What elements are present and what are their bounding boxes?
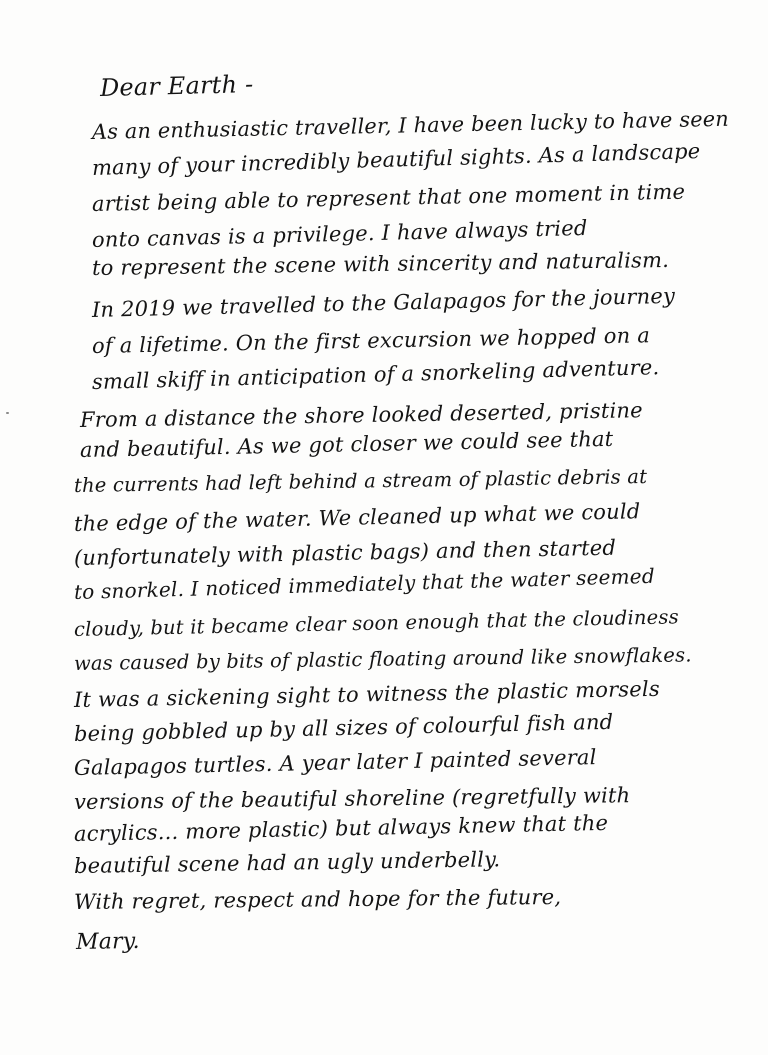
letter-line: beautiful scene had an ugly underbelly. bbox=[73, 847, 501, 878]
paper-speck bbox=[6, 412, 9, 414]
letter-line: (unfortunately with plastic bags) and then started bbox=[73, 535, 617, 570]
letter-line: to represent the scene with sincerity and naturalism. bbox=[91, 247, 670, 280]
letter-line: artist being able to represent that one moment in time bbox=[91, 179, 686, 216]
letter-line: being gobbled up by all sizes of colourful fish and bbox=[73, 709, 614, 746]
letter-line: many of your incredibly beautiful sights. As a landscape bbox=[91, 139, 701, 180]
letter-line: onto canvas is a privilege. I have always tried bbox=[91, 215, 588, 252]
letter-line: of a lifetime. On the first excursion we hopped on a bbox=[91, 323, 651, 358]
letter-line: cloudy, but it became clear soon enough that the cloudiness bbox=[73, 605, 680, 641]
letter-line: acrylics... more plastic) but always knew that the bbox=[73, 810, 609, 846]
letter-line: It was a sickening sight to witness the plastic morsels bbox=[73, 676, 661, 712]
letter-line: to snorkel. I noticed immediately that the water seemed bbox=[73, 563, 656, 604]
letter-line: Galapagos turtles. A year later I painted several bbox=[73, 745, 597, 780]
letter-line: and beautiful. As we got closer we could see that bbox=[79, 426, 614, 462]
closing: With regret, respect and hope for the future, bbox=[73, 884, 562, 914]
letter-line: the currents had left behind a stream of plastic debris at bbox=[73, 464, 648, 497]
letter-line: was caused by bits of plastic floating around like snowflakes. bbox=[73, 643, 692, 675]
letter-line: small skiff in anticipation of a snorkeling adventure. bbox=[91, 355, 660, 394]
letter-line: As an enthusiastic traveller, I have been lucky to have seen bbox=[91, 106, 730, 144]
letter-line: versions of the beautiful shoreline (regretfully with bbox=[73, 783, 631, 814]
letter-line: the edge of the water. We cleaned up what we could bbox=[73, 499, 641, 536]
letter-line: From a distance the shore looked deserted, pristine bbox=[79, 398, 643, 432]
signature: Mary. bbox=[75, 928, 140, 955]
salutation: Dear Earth - bbox=[99, 69, 254, 102]
letter-line: In 2019 we travelled to the Galapagos for the journey bbox=[91, 283, 676, 322]
